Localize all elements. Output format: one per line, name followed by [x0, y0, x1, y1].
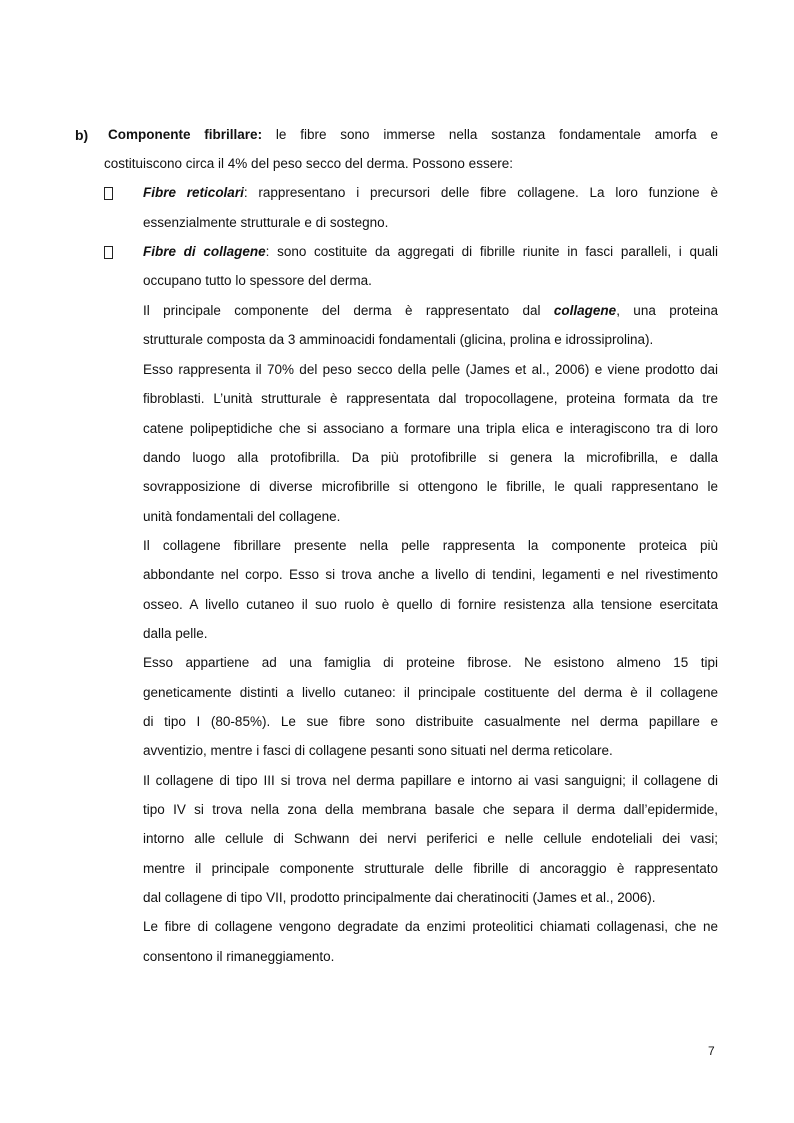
para-4-line: di tipo I (80-85%). Le sue fibre sono distribuite casualmente nel derma papillare e: [143, 714, 718, 729]
bullet-box-icon: [104, 246, 113, 259]
para-4-line: avventizio, mentre i fasci di collagene pesanti sono situati nel derma reticolare.: [143, 743, 613, 758]
para-4-line: geneticamente distinti a livello cutaneo: il principale costituente del derma è il collagene: [143, 685, 718, 700]
para-2-line: catene polipeptidiche che si associano a formare una tripla elica e interagiscono tra di loro: [143, 421, 718, 436]
collagene-term: collagene: [553, 303, 617, 318]
bullet-1-text: : rappresentano i precursori delle fibre collagene. La loro funzione è: [243, 185, 718, 200]
para-6-line: Le fibre di collagene vengono degradate da enzimi proteolitici chiamati collagenasi, che ne: [143, 919, 718, 934]
section-heading: Componente fibrillare:: [108, 127, 263, 142]
para-3-line: Il collagene fibrillare presente nella pelle rappresenta la componente proteica più: [143, 538, 718, 553]
para-5-line: dal collagene di tipo VII, prodotto principalmente dai cheratinociti (James et al., 2006).: [143, 890, 656, 905]
para-5-line: tipo IV si trova nella zona della membrana basale che separa il derma dall’epidermide,: [143, 802, 718, 817]
para-4-line: Esso appartiene ad una famiglia di proteine fibrose. Ne esistono almeno 15 tipi: [143, 655, 718, 670]
bullet-2-term: Fibre di collagene: [143, 244, 266, 259]
para-2-line: fibroblasti. L’unità strutturale è rappresentata dal tropocollagene, proteina formata da tre: [143, 391, 718, 406]
section-intro-line2: costituiscono circa il 4% del peso secco del derma. Possono essere:: [104, 156, 513, 171]
bullet-1-line2: essenzialmente strutturale e di sostegno.: [143, 215, 389, 230]
bullet-2-line2: occupano tutto lo spessore del derma.: [143, 273, 372, 288]
para-5-line: mentre il principale componente strutturale delle fibrille di ancoraggio è rappresentato: [143, 861, 718, 876]
bullet-2-line1: [143, 243, 718, 261]
para-5-line: intorno alle cellule di Schwann dei nervi periferici e nelle cellule endoteliali dei vasi;: [143, 831, 718, 846]
para-6-line: consentono il rimaneggiamento.: [143, 949, 335, 964]
bullet-box-icon: [104, 187, 113, 200]
para-1-pre: Il principale componente del derma è rappresentato dal: [143, 303, 554, 318]
para-1-line2: strutturale composta da 3 amminoacidi fondamentali (glicina, prolina e idrossiprolina).: [143, 332, 654, 347]
para-3-line: osseo. A livello cutaneo il suo ruolo è quello di fornire resistenza alla tensione esercitata: [143, 597, 718, 612]
para-2-line: dando luogo alla protofibrilla. Da più protofibrille si genera la microfibrilla, e dalla: [143, 450, 718, 465]
para-3-line: abbondante nel corpo. Esso si trova anche a livello di tendini, legamenti e nel rivestimento: [143, 567, 718, 582]
section-label: b): [75, 127, 89, 143]
bullet-1-line1: [143, 184, 718, 202]
bullet-1-term: Fibre reticolari: [143, 185, 244, 200]
para-3-line: dalla pelle.: [143, 626, 208, 641]
section-intro-rest: le fibre sono immerse nella sostanza fondamentale amorfa e: [262, 127, 718, 142]
section-intro-line1: [108, 126, 718, 144]
para-5-line: Il collagene di tipo III si trova nel derma papillare e intorno ai vasi sanguigni; il collagene di: [143, 773, 718, 788]
para-2-line: Esso rappresenta il 70% del peso secco della pelle (James et al., 2006) e viene prodotto dai: [143, 362, 718, 377]
page-number: 7: [708, 1044, 715, 1058]
para-1-post: , una proteina: [616, 303, 718, 318]
para-1-line1: [143, 302, 718, 320]
bullet-2-text: : sono costituite da aggregati di fibrille riunite in fasci paralleli, i quali: [265, 244, 719, 259]
para-2-line: unità fondamentali del collagene.: [143, 509, 341, 524]
para-2-line: sovrapposizione di diverse microfibrille si ottengono le fibrille, le quali rappresentano le: [143, 479, 718, 494]
